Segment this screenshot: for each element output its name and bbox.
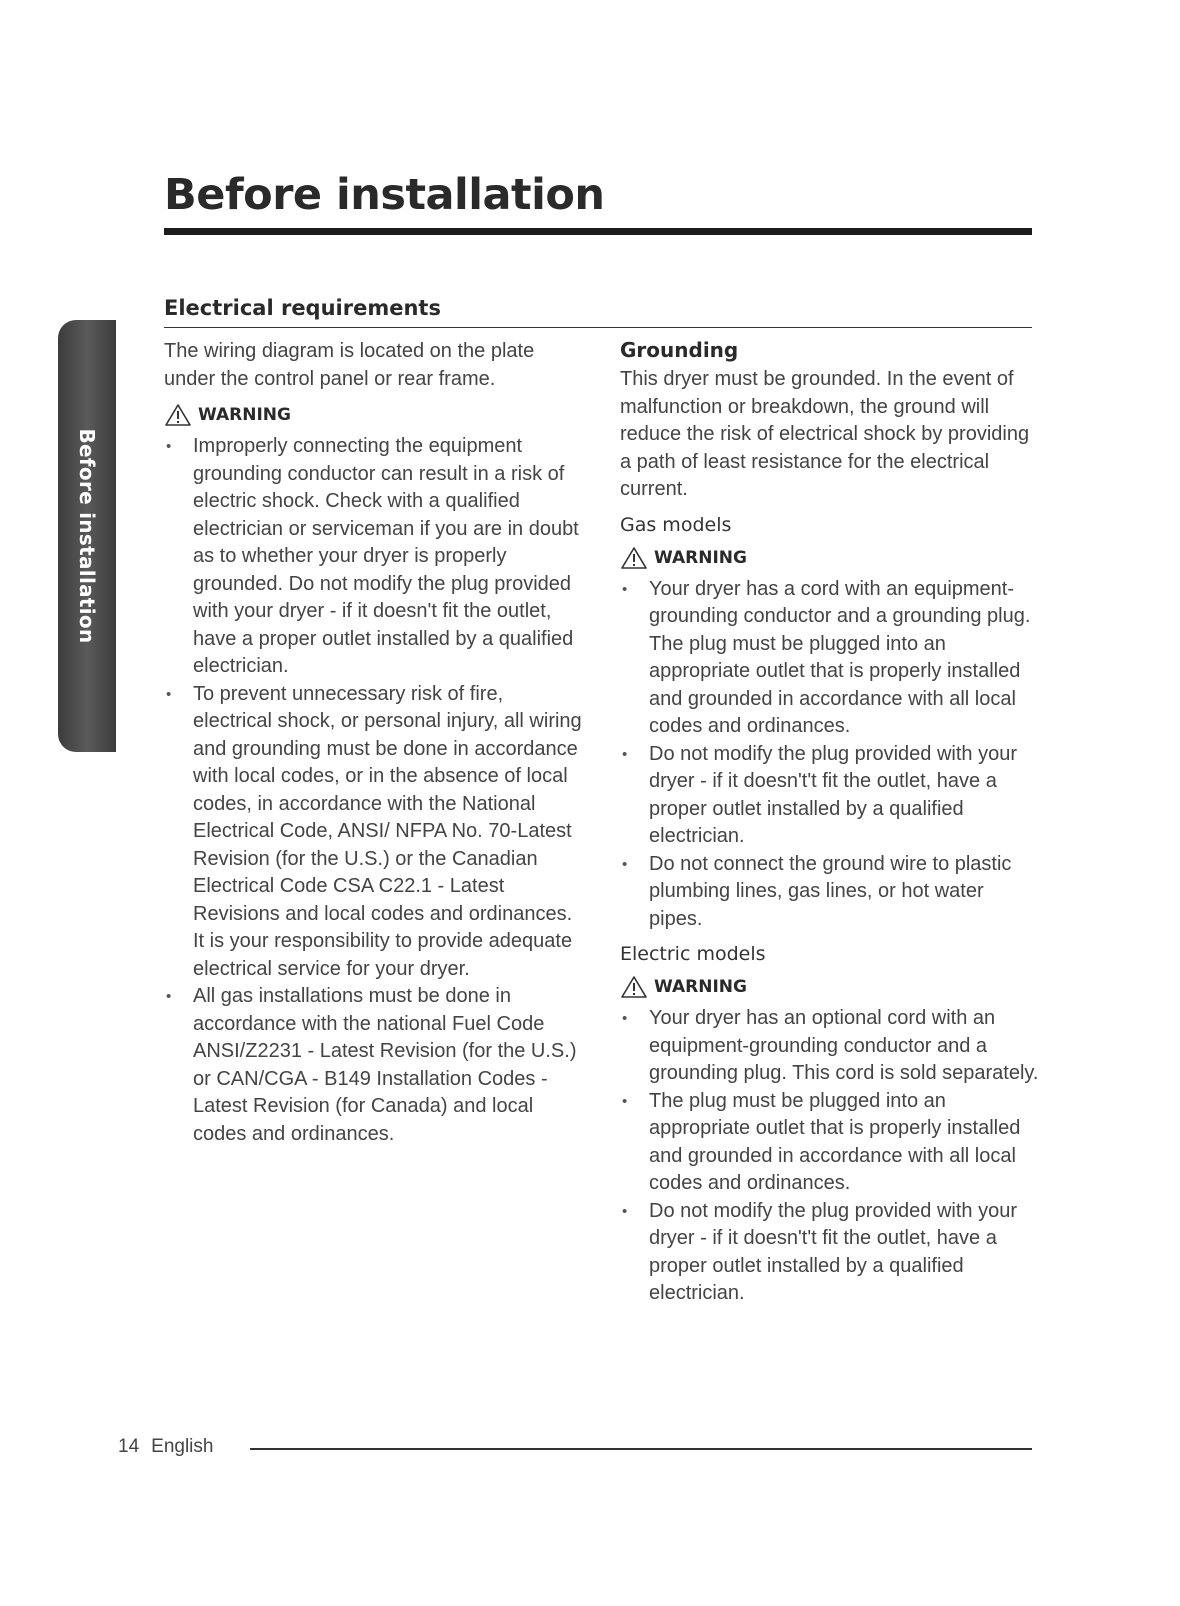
warning-label: WARNING [654,977,747,997]
list-item: • Improperly connecting the equipment grounding conductor can result in a risk of electric shock. Check with a qualified electrician or serviceman if you are in doubt as to whether your dryer is properly grounded. Do not modify the plug provided with your dryer - if it doesn't fit the outlet, have a proper outlet installed by a qualified electrician. [164,433,584,681]
wiring-intro: The wiring diagram is located on the plate under the control panel or rear frame. [164,340,535,390]
page-footer [118,1436,213,1458]
gas-models-heading: Gas models [620,513,732,536]
list-item: • The plug must be plugged into an appropriate outlet that is properly installed and grounded in accordance with all local codes and ordinances. [620,1088,1040,1198]
electric-models-heading: Electric models [620,943,766,965]
gas-warning-list [620,576,1040,934]
page-number: 14 [118,1436,140,1457]
section-rule [164,327,1032,328]
title-rule [164,228,1032,235]
list-item: • Your dryer has an optional cord with an equipment-grounding conductor and a grounding plug. This cord is sold separately. [620,1005,1040,1088]
list-item: • To prevent unnecessary risk of fire, electrical shock, or personal injury, all wiring and grounding must be done in accordance with local codes, or in the absence of local codes, in accordance with the National Electrical Code, ANSI/ NFPA No. 70-Latest Revision (for the U.S.) or the Canadian Electrical Code CSA C22.1 - Latest Revisions and local codes and ordinances. It is your responsibility to provide adequate electrical service for your dryer. [164,681,584,984]
electric-warning-list [620,1005,1040,1308]
warning-heading [164,403,584,427]
list-item: • Do not modify the plug provided with your dryer - if it doesn't't fit the outlet, have a proper outlet installed by a qualified electrician. [620,741,1040,851]
section-title: Electrical requirements [164,296,441,320]
right-column [620,338,1040,1308]
warning-label: WARNING [654,547,747,568]
page-title: Before installation [164,170,605,220]
warning-triangle-icon [164,403,192,427]
footer-rule [250,1448,1032,1450]
footer-language: English [151,1436,214,1457]
warning-label: WARNING [198,405,291,425]
warning-triangle-icon [620,975,648,999]
list-item: • Your dryer has a cord with an equipment-grounding conductor and a grounding plug. The plug must be plugged into an appropriate outlet that is properly installed and grounded in accordance with all local codes and ordinances. [620,576,1040,741]
grounding-heading: Grounding [620,338,739,362]
warning-heading [620,546,1040,570]
left-column [164,338,584,1148]
list-item: • Do not connect the ground wire to plastic plumbing lines, gas lines, or hot water pipes. [620,851,1040,934]
list-item: • Do not modify the plug provided with your dryer - if it doesn't't fit the outlet, have a proper outlet installed by a qualified electrician. [620,1198,1040,1308]
warning-triangle-icon [620,546,648,570]
list-item: • All gas installations must be done in accordance with the national Fuel Code ANSI/Z2231 - Latest Revision (for the U.S.) or CAN/CGA - B149 Installation Codes - Latest Revision (for Canada) and local codes and ordinances. [164,983,584,1148]
side-tab [58,320,116,752]
warning-heading [620,975,1040,999]
warning-list [164,433,584,1148]
side-tab-label: Before installation [75,428,99,644]
grounding-intro: This dryer must be grounded. In the event of malfunction or breakdown, the ground will reduce the risk of electrical shock by providing a path of least resistance for the electrical current. [620,368,1030,500]
